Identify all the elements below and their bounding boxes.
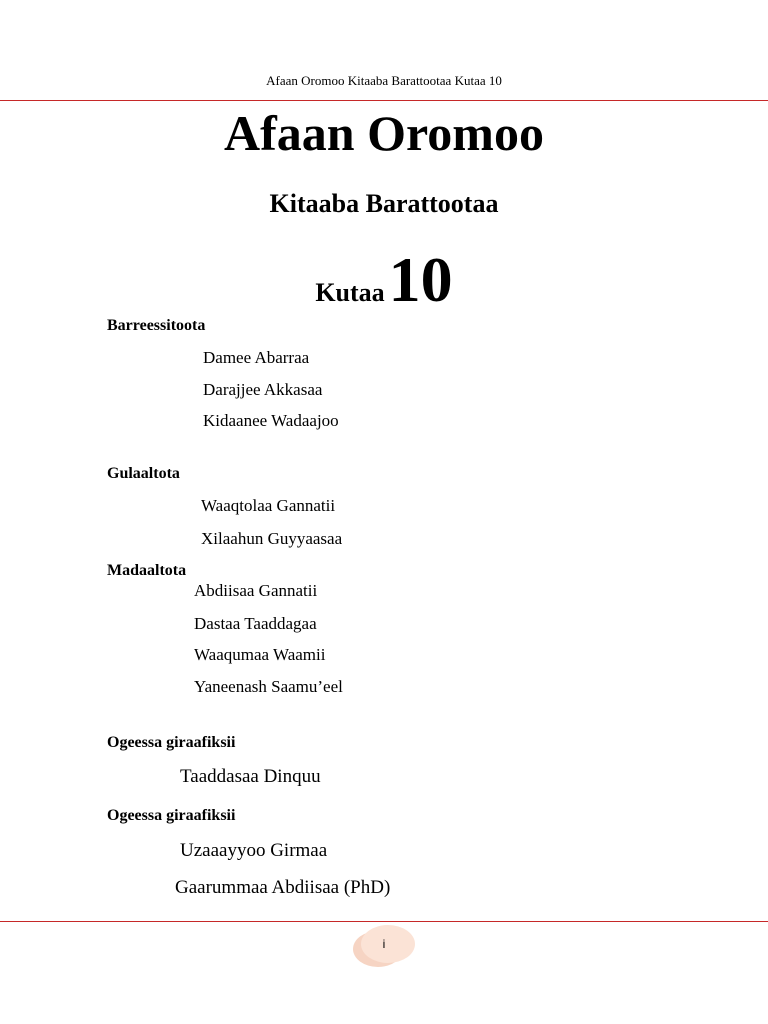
editor-name: Waaqumaa Waamii [194,645,326,664]
page-number: i [382,937,386,951]
writers-label: Barreessitoota [107,317,206,334]
book-title: Afaan Oromoo [224,105,544,161]
writer-name: Kidaanee Wadaajoo [203,411,339,430]
page-number-badge [353,925,413,967]
editor-name: Yaneenash Saamu’eel [194,677,343,696]
running-header: Afaan Oromoo Kitaaba Barattootaa Kutaa 10 [266,73,502,88]
graphics-label-1: Ogeessa giraafiksii [107,734,236,751]
book-subtitle: Kitaaba Barattootaa [269,189,499,218]
evaluator-name: Xilaahun Guyyaasaa [201,529,343,548]
grade-word: Kutaa [315,278,385,307]
grade-number: 10 [388,244,453,315]
evaluator-name: Waaqtolaa Gannatii [201,496,336,515]
header-rule [0,100,768,101]
evaluators-label: Gulaaltota [107,465,180,482]
writer-name: Darajjee Akkasaa [203,380,323,399]
graphics-name: Taaddasaa Dinquu [180,766,321,787]
grade-heading [0,243,768,317]
footer-rule [0,921,768,922]
editors-label: Madaaltota [107,562,187,579]
writer-name: Damee Abarraa [203,348,310,367]
graphics-label-2: Ogeessa giraafiksii [107,807,236,824]
editor-name: Dastaa Taaddagaa [194,614,317,633]
editor-name: Abdiisaa Gannatii [194,581,318,600]
graphics-name: Gaarummaa Abdiisaa (PhD) [175,877,391,898]
graphics-name: Uzaaayyoo Girmaa [180,840,328,861]
